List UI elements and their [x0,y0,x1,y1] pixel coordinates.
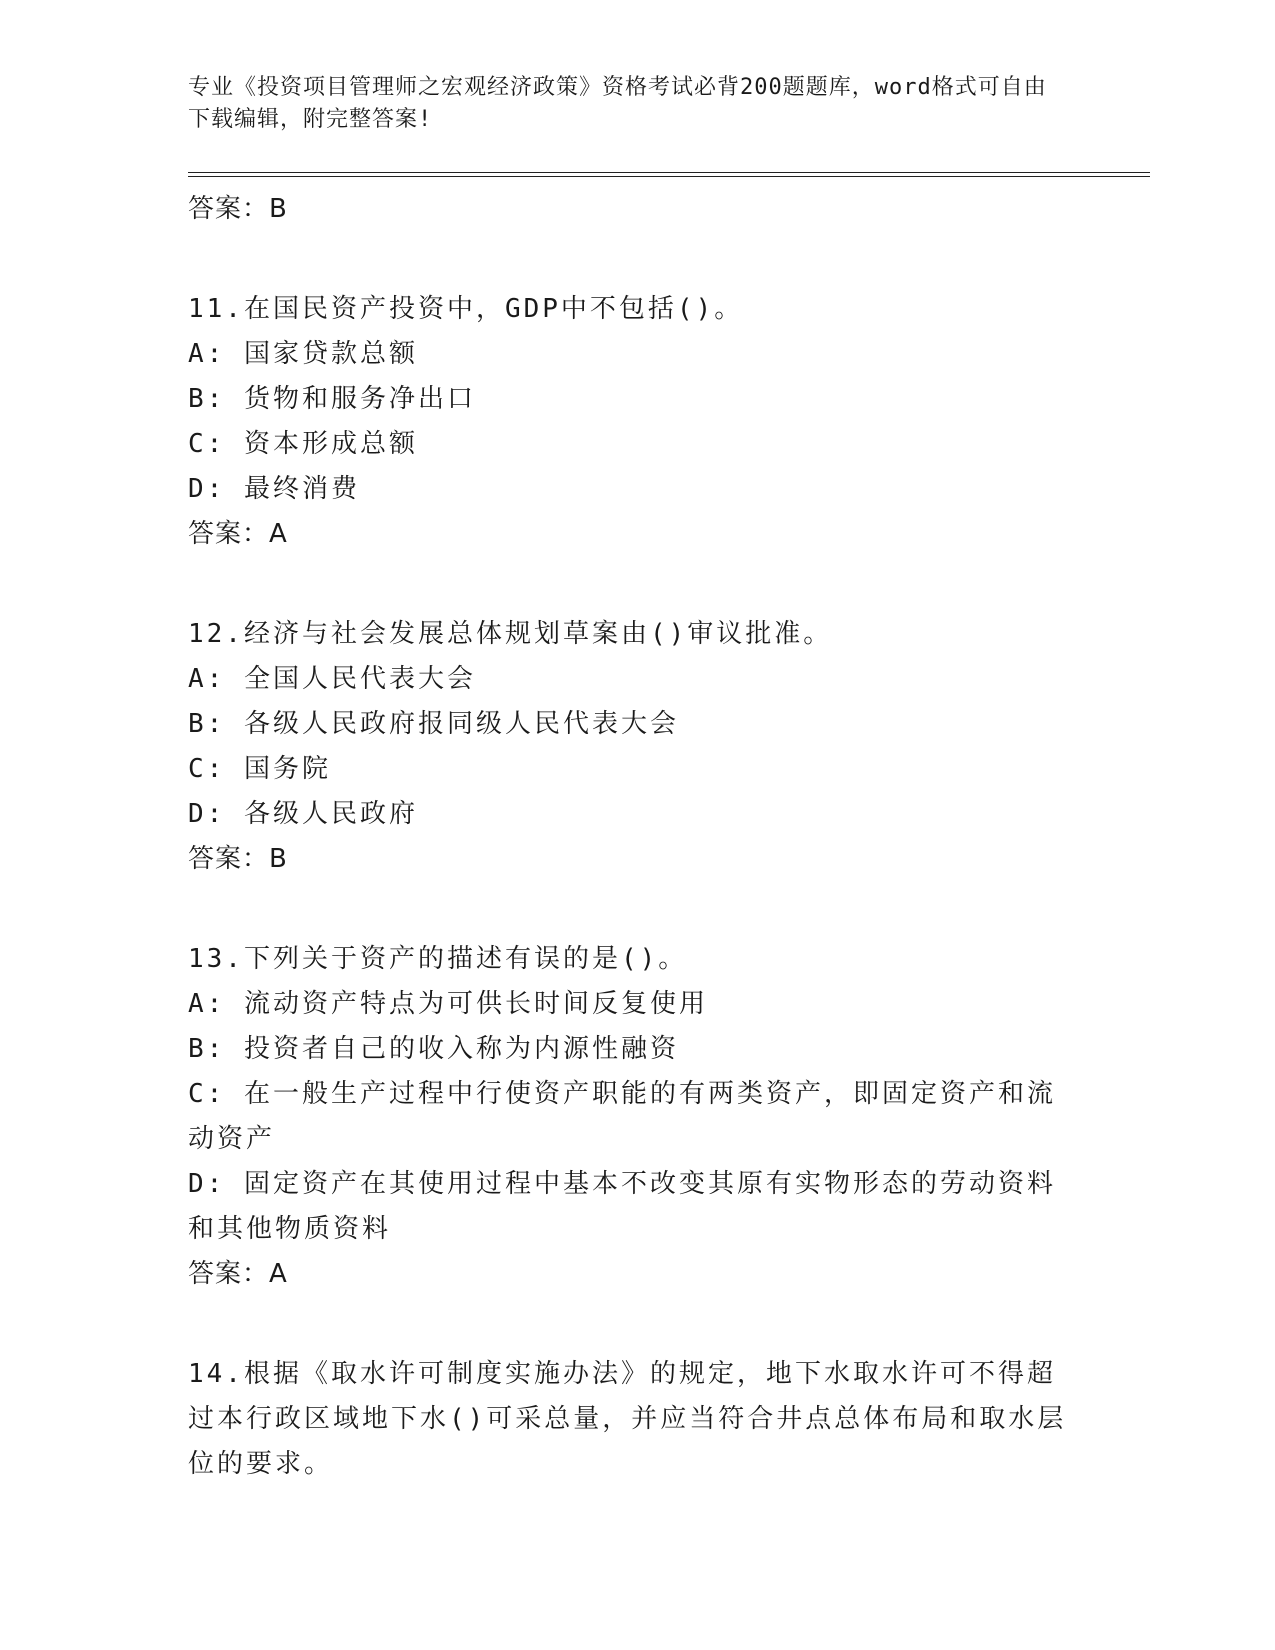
document-header: 专业《投资项目管理师之宏观经济政策》资格考试必背200题题库，word格式可自由下载编辑，附完整答案! [188,75,1047,132]
option-a: A: 国家贷款总额 [188,339,418,369]
option-c: C: 资本形成总额 [188,429,418,459]
option-b: B: 各级人民政府报同级人民代表大会 [188,709,679,739]
option-c: C: 国务院 [188,754,331,784]
question-12 [188,612,1148,881]
option-a: A: 全国人民代表大会 [188,664,476,694]
question-text: 14.根据《取水许可制度实施办法》的规定，地下水取水许可不得超过本行政区域地下水()可采总量，并应当符合井点总体布局和取水层位的要求。 [188,1359,1067,1479]
header-divider [188,172,1150,177]
answer-line: 答案：A [188,1259,288,1289]
option-c: C: 在一般生产过程中行使资产职能的有两类资产，即固定资产和流动资产 [188,1079,1056,1154]
option-d: D: 固定资产在其使用过程中基本不改变其原有实物形态的劳动资料和其他物质资料 [188,1169,1056,1244]
question-13 [188,937,1148,1296]
question-14 [188,1352,1148,1487]
answer-line: 答案：B [188,844,288,874]
option-d: D: 最终消费 [188,474,360,504]
question-text: 13.下列关于资产的描述有误的是()。 [188,944,688,974]
option-b: B: 货物和服务净出口 [188,384,476,414]
document-page [188,72,1148,1487]
question-11 [188,287,1148,556]
question-text: 11.在国民资产投资中，GDP中不包括()。 [188,294,744,324]
option-d: D: 各级人民政府 [188,799,418,829]
answer-line: 答案：A [188,519,288,549]
option-b: B: 投资者自己的收入称为内源性融资 [188,1034,679,1064]
question-text: 12.经济与社会发展总体规划草案由()审议批准。 [188,619,833,649]
option-a: A: 流动资产特点为可供长时间反复使用 [188,989,708,1019]
answer-line: 答案：B [188,194,288,224]
